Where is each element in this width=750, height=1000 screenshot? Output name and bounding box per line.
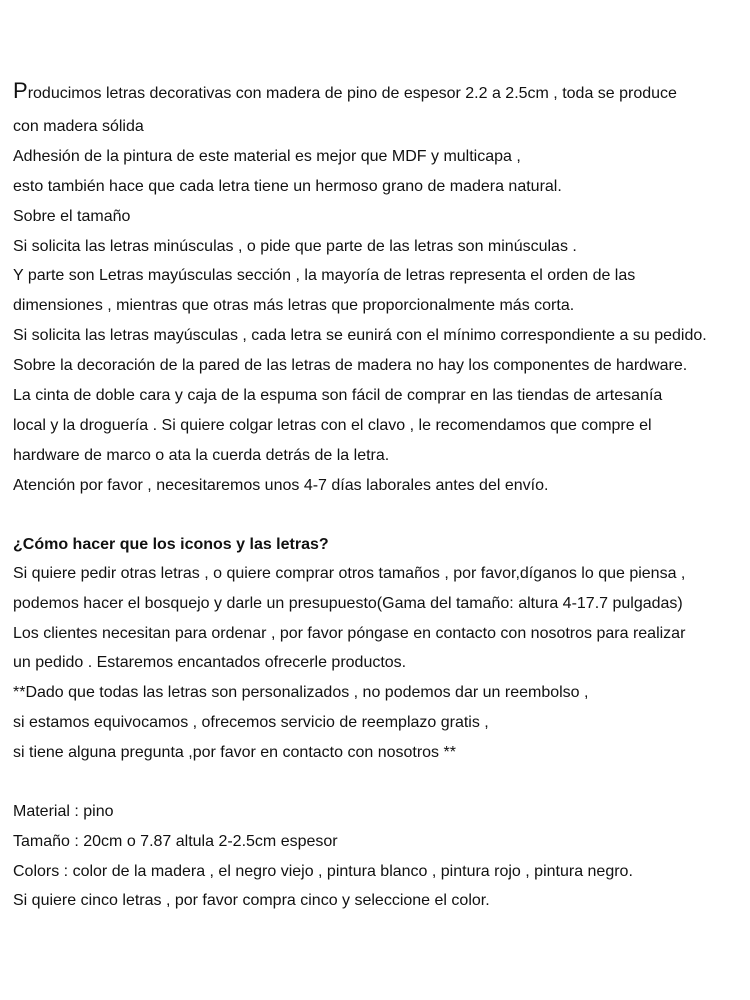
spec-colors-label: Colors [13,863,60,880]
intro-line: Si solicita las letras minúsculas , o pide que parte de las letras son minúsculas . [13,238,577,255]
spec-material-value: : pino [69,803,114,820]
spec-colors-value: : color de la madera , el negro viejo , pintura blanco , pintura rojo , pintura negro. [59,863,633,880]
intro-line: Si solicita las letras mayúsculas , cada letra se eunirá con el mínimo correspondiente a su pedido. [13,327,707,344]
intro-line: Y parte son Letras mayúsculas sección , la mayoría de letras representa el orden de las [13,267,636,284]
intro-line: La cinta de doble cara y caja de la espuma son fácil de comprar en las tiendas de artesanía [13,387,663,404]
intro-line: hardware de marco o ata la cuerda detrás de la letra. [13,447,390,464]
intro-line: Sobre el tamaño [13,208,131,225]
how-to-line: Si quiere pedir otras letras , o quiere comprar otros tamaños , por favor,díganos lo que piensa , [13,565,686,582]
how-to-line: un pedido . Estaremos encantados ofrecerle productos. [13,654,407,671]
spec-size-label: Tamaño [13,833,70,850]
spec-size [13,832,338,852]
intro-line: con madera sólida [13,118,144,135]
intro-line: Atención por favor , necesitaremos unos 4-7 días laborales antes del envío. [13,477,549,494]
intro-line: Sobre la decoración de la pared de las letras de madera no hay los componentes de hardware. [13,357,688,374]
spec-material [13,802,114,822]
how-to-line: si tiene alguna pregunta ,por favor en contacto con nosotros ** [13,744,456,761]
intro-line: esto también hace que cada letra tiene un hermoso grano de madera natural. [13,178,562,195]
intro-line-1-text: roducimos letras decorativas con madera de pino de espesor 2.2 a 2.5cm , toda se produce [27,85,677,102]
spec-material-label: Material [13,803,70,820]
how-to-line: podemos hacer el bosquejo y darle un presupuesto(Gama del tamaño: altura 4-17.7 pulgadas) [13,595,683,612]
drop-cap: P [13,78,28,103]
how-to-line: Los clientes necesitan para ordenar , por favor póngase en contacto con nosotros para realizar [13,625,686,642]
spec-colors [13,862,633,882]
intro-line-1 [13,78,677,104]
intro-line: Adhesión de la pintura de este material es mejor que MDF y multicapa , [13,148,521,165]
intro-line: dimensiones , mientras que otras más letras que proporcionalmente más corta. [13,297,575,314]
spec-size-value: : 20cm o 7.87 altula 2-2.5cm espesor [69,833,338,850]
intro-line: local y la droguería . Si quiere colgar letras con el clavo , le recomendamos que compre el [13,417,652,434]
how-to-line: si estamos equivocamos , ofrecemos servicio de reemplazo gratis , [13,714,489,731]
spec-note: Si quiere cinco letras , por favor compra cinco y seleccione el color. [13,892,490,909]
how-to-heading: ¿Cómo hacer que los iconos y las letras? [13,536,329,553]
how-to-line: **Dado que todas las letras son personalizados , no podemos dar un reembolso , [13,684,589,701]
